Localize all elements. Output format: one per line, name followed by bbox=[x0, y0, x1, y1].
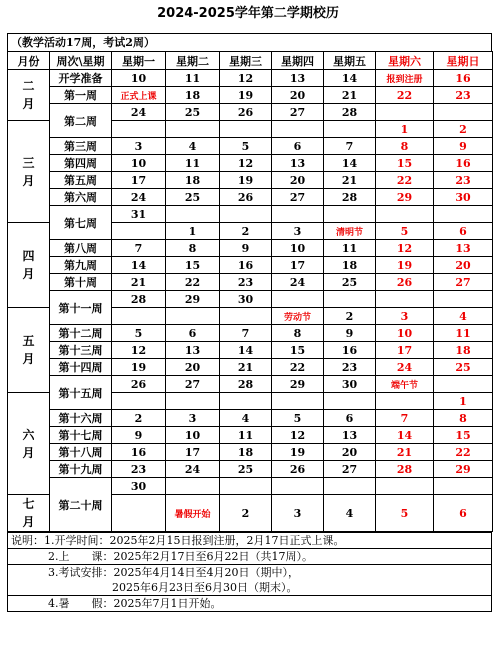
month-cell: 二 月 bbox=[8, 70, 50, 121]
day-cell: 11 bbox=[220, 427, 272, 444]
week-cell: 第三周 bbox=[50, 138, 112, 155]
day-cell: 9 bbox=[324, 325, 376, 342]
day-cell bbox=[434, 478, 493, 495]
day-cell: 20 bbox=[272, 172, 324, 189]
day-cell bbox=[324, 393, 376, 410]
day-cell: 4 bbox=[434, 308, 493, 325]
day-cell bbox=[166, 478, 220, 495]
day-cell: 15 bbox=[166, 257, 220, 274]
day-cell: 3 bbox=[112, 138, 166, 155]
day-cell bbox=[272, 206, 324, 223]
day-cell: 14 bbox=[112, 257, 166, 274]
day-cell: 28 bbox=[324, 189, 376, 206]
week-cell: 第十四周 bbox=[50, 359, 112, 376]
day-cell: 18 bbox=[166, 172, 220, 189]
day-cell: 28 bbox=[324, 104, 376, 121]
day-cell: 27 bbox=[166, 376, 220, 393]
day-cell: 17 bbox=[166, 444, 220, 461]
table-row bbox=[8, 274, 493, 291]
day-cell: 10 bbox=[376, 325, 434, 342]
day-cell: 23 bbox=[324, 359, 376, 376]
day-cell: 2 bbox=[112, 410, 166, 427]
day-cell: 23 bbox=[434, 172, 493, 189]
week-cell: 第十三周 bbox=[50, 342, 112, 359]
day-cell: 劳动节 bbox=[272, 308, 324, 325]
table-row bbox=[8, 206, 493, 223]
day-cell: 27 bbox=[434, 274, 493, 291]
day-cell: 24 bbox=[112, 104, 166, 121]
week-cell: 第五周 bbox=[50, 172, 112, 189]
week-cell: 第六周 bbox=[50, 189, 112, 206]
day-cell: 13 bbox=[166, 342, 220, 359]
day-cell: 20 bbox=[324, 444, 376, 461]
day-cell: 16 bbox=[434, 70, 493, 87]
table-row bbox=[8, 444, 493, 461]
day-cell: 20 bbox=[272, 87, 324, 104]
day-cell: 12 bbox=[220, 155, 272, 172]
day-cell: 24 bbox=[272, 274, 324, 291]
day-cell: 30 bbox=[434, 189, 493, 206]
table-row bbox=[8, 427, 493, 444]
day-cell: 16 bbox=[324, 342, 376, 359]
day-cell: 19 bbox=[220, 87, 272, 104]
week-cell: 第十周 bbox=[50, 274, 112, 291]
day-cell: 12 bbox=[272, 427, 324, 444]
day-cell: 19 bbox=[220, 172, 272, 189]
week-cell: 第十八周 bbox=[50, 444, 112, 461]
header-sun: 星期日 bbox=[434, 52, 493, 70]
day-cell bbox=[324, 121, 376, 138]
day-cell: 29 bbox=[272, 376, 324, 393]
day-cell bbox=[220, 121, 272, 138]
subtitle: （教学活动17周，考试2周） bbox=[7, 33, 492, 51]
day-cell: 30 bbox=[112, 478, 166, 495]
calendar-table bbox=[7, 51, 493, 532]
day-cell: 7 bbox=[220, 325, 272, 342]
day-cell bbox=[324, 291, 376, 308]
table-row bbox=[8, 376, 493, 393]
day-cell: 23 bbox=[220, 274, 272, 291]
day-cell: 24 bbox=[112, 189, 166, 206]
day-cell: 5 bbox=[112, 325, 166, 342]
day-cell bbox=[376, 104, 434, 121]
week-cell: 第七周 bbox=[50, 206, 112, 240]
table-row bbox=[8, 291, 493, 308]
day-cell: 11 bbox=[166, 155, 220, 172]
day-cell bbox=[272, 291, 324, 308]
day-cell bbox=[166, 308, 220, 325]
day-cell: 暑假开始 bbox=[166, 495, 220, 532]
calendar-body bbox=[8, 70, 493, 532]
notes bbox=[7, 532, 492, 612]
day-cell: 7 bbox=[376, 410, 434, 427]
day-cell: 28 bbox=[376, 461, 434, 478]
day-cell: 6 bbox=[434, 495, 493, 532]
day-cell: 6 bbox=[272, 138, 324, 155]
day-cell: 22 bbox=[166, 274, 220, 291]
day-cell: 17 bbox=[112, 172, 166, 189]
day-cell: 18 bbox=[324, 257, 376, 274]
day-cell: 18 bbox=[220, 444, 272, 461]
day-cell: 25 bbox=[166, 189, 220, 206]
day-cell: 24 bbox=[166, 461, 220, 478]
header-week: 周次\星期 bbox=[50, 52, 112, 70]
day-cell: 27 bbox=[324, 461, 376, 478]
day-cell: 8 bbox=[376, 138, 434, 155]
day-cell bbox=[376, 393, 434, 410]
day-cell: 27 bbox=[272, 189, 324, 206]
day-cell: 28 bbox=[112, 291, 166, 308]
month-cell: 三 月 bbox=[8, 121, 50, 223]
note-3-line-2: 2025年6月23日至6月30日（期末）。 bbox=[112, 581, 298, 594]
calendar-frame bbox=[7, 33, 492, 612]
note-4: 4.暑 假：2025年7月1日开始。 bbox=[8, 595, 491, 611]
day-cell: 26 bbox=[112, 376, 166, 393]
day-cell bbox=[324, 206, 376, 223]
week-cell: 第十五周 bbox=[50, 376, 112, 410]
day-cell bbox=[112, 308, 166, 325]
header-wed: 星期三 bbox=[220, 52, 272, 70]
day-cell bbox=[166, 393, 220, 410]
day-cell: 9 bbox=[220, 240, 272, 257]
day-cell: 16 bbox=[434, 155, 493, 172]
note-3 bbox=[8, 564, 491, 595]
day-cell: 2 bbox=[324, 308, 376, 325]
day-cell bbox=[434, 206, 493, 223]
day-cell: 5 bbox=[376, 223, 434, 240]
day-cell: 21 bbox=[324, 87, 376, 104]
table-row bbox=[8, 155, 493, 172]
day-cell: 25 bbox=[324, 274, 376, 291]
day-cell bbox=[112, 121, 166, 138]
day-cell: 25 bbox=[434, 359, 493, 376]
day-cell: 12 bbox=[376, 240, 434, 257]
day-cell bbox=[434, 104, 493, 121]
day-cell: 26 bbox=[376, 274, 434, 291]
day-cell: 2 bbox=[434, 121, 493, 138]
day-cell: 18 bbox=[434, 342, 493, 359]
day-cell: 3 bbox=[376, 308, 434, 325]
page-title: 2024-2025学年第二学期校历 bbox=[157, 6, 339, 21]
day-cell: 30 bbox=[220, 291, 272, 308]
table-row bbox=[8, 359, 493, 376]
day-cell bbox=[376, 291, 434, 308]
day-cell: 2 bbox=[220, 223, 272, 240]
day-cell: 29 bbox=[166, 291, 220, 308]
day-cell: 30 bbox=[324, 376, 376, 393]
day-cell: 13 bbox=[272, 155, 324, 172]
day-cell: 12 bbox=[220, 70, 272, 87]
day-cell: 22 bbox=[376, 172, 434, 189]
week-cell: 第十七周 bbox=[50, 427, 112, 444]
day-cell bbox=[220, 393, 272, 410]
day-cell: 8 bbox=[166, 240, 220, 257]
day-cell: 21 bbox=[376, 444, 434, 461]
day-cell: 22 bbox=[376, 87, 434, 104]
day-cell: 3 bbox=[166, 410, 220, 427]
week-cell: 第八周 bbox=[50, 240, 112, 257]
header-thu: 星期四 bbox=[272, 52, 324, 70]
header-mon: 星期一 bbox=[112, 52, 166, 70]
day-cell bbox=[220, 308, 272, 325]
day-cell: 14 bbox=[324, 70, 376, 87]
day-cell: 6 bbox=[166, 325, 220, 342]
day-cell: 31 bbox=[112, 206, 166, 223]
day-cell bbox=[434, 376, 493, 393]
day-cell: 29 bbox=[434, 461, 493, 478]
day-cell: 25 bbox=[166, 104, 220, 121]
day-cell: 14 bbox=[376, 427, 434, 444]
day-cell: 20 bbox=[166, 359, 220, 376]
day-cell: 17 bbox=[272, 257, 324, 274]
day-cell: 22 bbox=[434, 444, 493, 461]
day-cell bbox=[272, 121, 324, 138]
day-cell: 19 bbox=[376, 257, 434, 274]
day-cell: 3 bbox=[272, 223, 324, 240]
day-cell bbox=[376, 206, 434, 223]
table-row bbox=[8, 104, 493, 121]
day-cell: 8 bbox=[434, 410, 493, 427]
day-cell: 27 bbox=[272, 104, 324, 121]
day-cell: 16 bbox=[220, 257, 272, 274]
day-cell: 10 bbox=[272, 240, 324, 257]
day-cell: 端午节 bbox=[376, 376, 434, 393]
day-cell: 21 bbox=[324, 172, 376, 189]
table-row bbox=[8, 478, 493, 495]
day-cell: 15 bbox=[434, 427, 493, 444]
day-cell bbox=[434, 291, 493, 308]
day-cell: 4 bbox=[324, 495, 376, 532]
day-cell: 25 bbox=[220, 461, 272, 478]
day-cell: 9 bbox=[434, 138, 493, 155]
month-cell: 六 月 bbox=[8, 393, 50, 495]
day-cell: 15 bbox=[272, 342, 324, 359]
day-cell: 7 bbox=[324, 138, 376, 155]
day-cell: 23 bbox=[112, 461, 166, 478]
header-fri: 星期五 bbox=[324, 52, 376, 70]
table-row bbox=[8, 70, 493, 87]
table-row bbox=[8, 342, 493, 359]
header-month: 月份 bbox=[8, 52, 50, 70]
table-row bbox=[8, 189, 493, 206]
day-cell: 19 bbox=[272, 444, 324, 461]
day-cell bbox=[112, 495, 166, 532]
day-cell: 7 bbox=[112, 240, 166, 257]
day-cell: 10 bbox=[166, 427, 220, 444]
note-3-line-1: 3.考试安排：2025年4月14日至4月20日（期中）， bbox=[48, 566, 299, 579]
day-cell bbox=[166, 206, 220, 223]
month-cell: 七 月 bbox=[8, 495, 50, 532]
day-cell bbox=[220, 206, 272, 223]
month-cell: 四 月 bbox=[8, 223, 50, 308]
day-cell: 11 bbox=[324, 240, 376, 257]
day-cell bbox=[376, 478, 434, 495]
week-cell: 第十一周 bbox=[50, 291, 112, 325]
day-cell: 4 bbox=[220, 410, 272, 427]
day-cell: 11 bbox=[434, 325, 493, 342]
day-cell bbox=[272, 393, 324, 410]
table-row bbox=[8, 325, 493, 342]
day-cell: 22 bbox=[272, 359, 324, 376]
day-cell: 5 bbox=[272, 410, 324, 427]
day-cell: 13 bbox=[272, 70, 324, 87]
table-row bbox=[8, 87, 493, 104]
table-row bbox=[8, 461, 493, 478]
week-cell: 第一周 bbox=[50, 87, 112, 104]
day-cell: 2 bbox=[220, 495, 272, 532]
day-cell: 13 bbox=[324, 427, 376, 444]
day-cell: 8 bbox=[272, 325, 324, 342]
day-cell: 14 bbox=[324, 155, 376, 172]
month-cell: 五 月 bbox=[8, 308, 50, 393]
day-cell bbox=[220, 478, 272, 495]
day-cell: 28 bbox=[220, 376, 272, 393]
day-cell: 6 bbox=[434, 223, 493, 240]
day-cell: 18 bbox=[166, 87, 220, 104]
day-cell: 13 bbox=[434, 240, 493, 257]
header-row bbox=[8, 52, 493, 70]
day-cell: 3 bbox=[272, 495, 324, 532]
day-cell: 24 bbox=[376, 359, 434, 376]
day-cell: 10 bbox=[112, 70, 166, 87]
note-2: 2.上 课：2025年2月17日至6月22日（共17周）。 bbox=[8, 548, 491, 564]
note-1: 说明：1.开学时间：2025年2月15日报到注册，2月17日正式上课。 bbox=[8, 532, 491, 548]
day-cell: 19 bbox=[112, 359, 166, 376]
day-cell: 1 bbox=[376, 121, 434, 138]
day-cell: 11 bbox=[166, 70, 220, 87]
table-row bbox=[8, 138, 493, 155]
day-cell: 21 bbox=[220, 359, 272, 376]
day-cell: 16 bbox=[112, 444, 166, 461]
day-cell: 报到注册 bbox=[376, 70, 434, 87]
table-row bbox=[8, 240, 493, 257]
day-cell: 5 bbox=[220, 138, 272, 155]
day-cell bbox=[272, 478, 324, 495]
day-cell: 5 bbox=[376, 495, 434, 532]
day-cell: 14 bbox=[220, 342, 272, 359]
day-cell: 1 bbox=[166, 223, 220, 240]
day-cell: 9 bbox=[112, 427, 166, 444]
day-cell bbox=[324, 478, 376, 495]
day-cell bbox=[166, 121, 220, 138]
header-sat: 星期六 bbox=[376, 52, 434, 70]
day-cell: 12 bbox=[112, 342, 166, 359]
week-cell: 第二周 bbox=[50, 104, 112, 138]
day-cell: 26 bbox=[220, 104, 272, 121]
week-cell: 第十六周 bbox=[50, 410, 112, 427]
day-cell: 正式上课 bbox=[112, 87, 166, 104]
table-row bbox=[8, 410, 493, 427]
week-cell: 第九周 bbox=[50, 257, 112, 274]
day-cell bbox=[112, 393, 166, 410]
week-cell: 第十二周 bbox=[50, 325, 112, 342]
week-cell: 第二十周 bbox=[50, 478, 112, 532]
day-cell: 20 bbox=[434, 257, 493, 274]
day-cell: 6 bbox=[324, 410, 376, 427]
day-cell: 26 bbox=[220, 189, 272, 206]
header-tue: 星期二 bbox=[166, 52, 220, 70]
day-cell: 1 bbox=[434, 393, 493, 410]
day-cell: 10 bbox=[112, 155, 166, 172]
table-row bbox=[8, 257, 493, 274]
week-cell: 第十九周 bbox=[50, 461, 112, 478]
week-cell: 第四周 bbox=[50, 155, 112, 172]
day-cell bbox=[112, 223, 166, 240]
day-cell: 29 bbox=[376, 189, 434, 206]
day-cell: 21 bbox=[112, 274, 166, 291]
week-cell: 开学准备 bbox=[50, 70, 112, 87]
day-cell: 清明节 bbox=[324, 223, 376, 240]
day-cell: 26 bbox=[272, 461, 324, 478]
day-cell: 15 bbox=[376, 155, 434, 172]
day-cell: 4 bbox=[166, 138, 220, 155]
table-row bbox=[8, 172, 493, 189]
day-cell: 23 bbox=[434, 87, 493, 104]
day-cell: 17 bbox=[376, 342, 434, 359]
